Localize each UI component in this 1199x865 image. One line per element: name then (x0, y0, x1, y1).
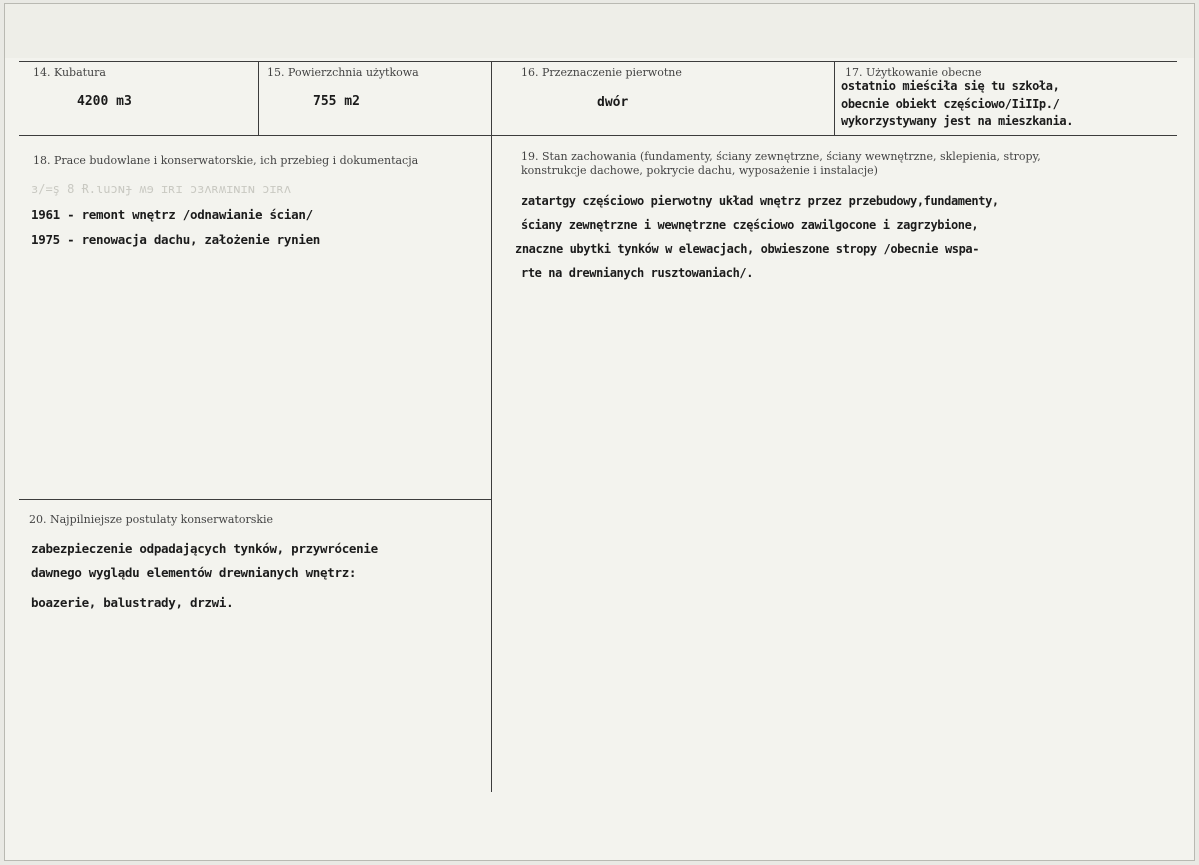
field-19-line-4: rte na drewnianych rusztowaniach/. (521, 266, 754, 280)
card-top-band (5, 4, 1194, 58)
field-14-value: 4200 m3 (77, 94, 132, 109)
field-19-line-2: ściany zewnętrzne i wewnętrzne częściowo zawilgocone i zagrzybione, (521, 218, 979, 232)
divider-15-16 (491, 61, 492, 792)
top-rule (19, 61, 1177, 62)
field-17-line-1: ostatnio mieściła się tu szkoła, (841, 79, 1060, 93)
field-19-line-1: zatartgy częściowo pierwotny układ wnętrz przez przebudowy,fundamenty, (521, 194, 999, 208)
field-17-line-3: wykorzystywany jest na mieszkania. (841, 114, 1074, 128)
field-14-label: 14. Kubatura (33, 66, 106, 79)
divider-16-17 (834, 61, 835, 135)
field-19-label-line-1: 19. Stan zachowania (fundamenty, ściany zewnętrzne, ściany wewnętrzne, sklepienia, stropy, (521, 150, 1041, 163)
field-18-label: 18. Prace budowlane i konserwatorskie, ich przebieg i dokumentacja (33, 154, 419, 167)
field-16-label: 16. Przeznaczenie pierwotne (521, 66, 682, 79)
field-18-line-2: 1975 - renowacja dachu, założenie rynien (31, 232, 321, 247)
divider-14-15 (258, 61, 259, 135)
field-18-faded-line: з/=ş 8 Ɍ.ɩuɔɴɟ ʍɘ ɪʀɪ ɔɜʌʀʍɪɴɪɴ ɔɪʀʌ (31, 182, 292, 196)
field-20-line-3: boazerie, balustrady, drzwi. (31, 595, 234, 610)
field-16-value: dwór (597, 95, 629, 110)
field-17-label: 17. Użytkowanie obecne (845, 66, 982, 79)
field-19-line-3: znaczne ubytki tynków w elewacjach, obwieszone stropy /obecnie wspa- (515, 242, 980, 256)
field-15-label: 15. Powierzchnia użytkowa (267, 66, 419, 79)
field-20-label: 20. Najpilniejsze postulaty konserwatorskie (29, 513, 274, 526)
field-17-line-2: obecnie obiekt częściowo/IiIIp./ (841, 97, 1060, 111)
row-rule-2 (19, 499, 491, 500)
field-18-line-1: 1961 - remont wnętrz /odnawianie ścian/ (31, 207, 313, 222)
field-20-line-1: zabezpieczenie odpadających tynków, przywrócenie (31, 541, 378, 556)
field-15-value: 755 m2 (313, 94, 360, 109)
row-rule-1 (19, 135, 1177, 136)
record-card (4, 3, 1195, 861)
field-20-line-2: dawnego wyglądu elementów drewnianych wnętrz: (31, 565, 357, 580)
field-19-label-line-2: konstrukcje dachowe, pokrycie dachu, wyposażenie i instalacje) (521, 164, 878, 177)
